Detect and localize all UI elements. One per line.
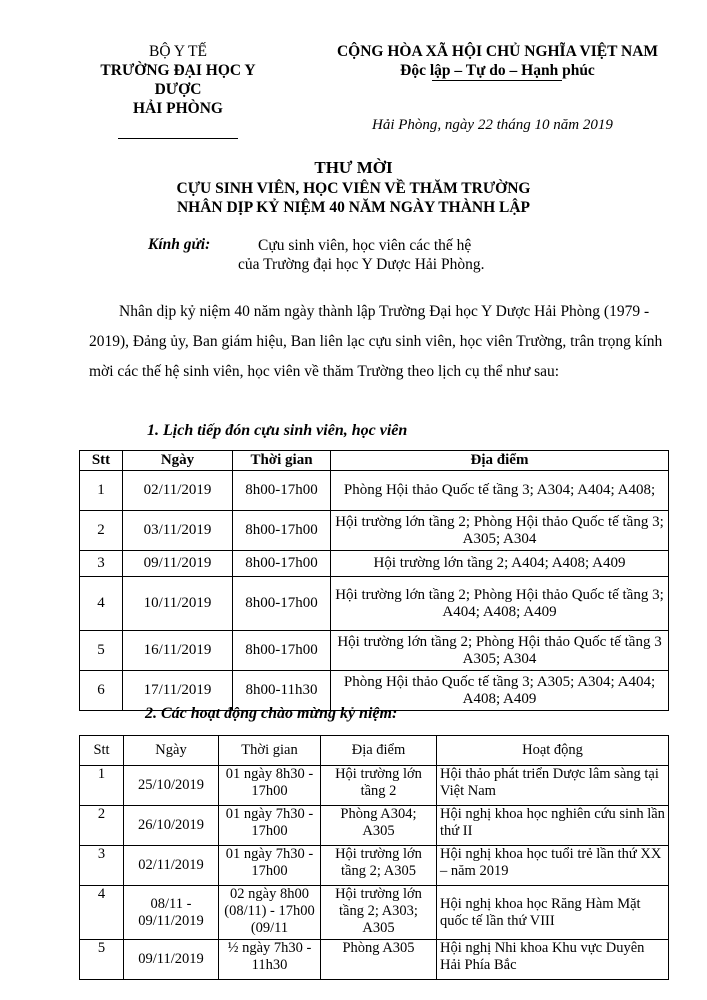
cell-location: Phòng A305 [321,940,437,980]
cell-stt: 2 [80,806,124,846]
issuer-school: TRƯỜNG ĐẠI HỌC Y DƯỢC [100,62,256,98]
cell-location: Hội trường lớn tầng 2; Phòng Hội thảo Quốc tế tầng 3; A404; A408; A409 [331,577,669,631]
cell-location: Phòng Hội thảo Quốc tế tầng 3; A305; A304; A404; A408; A409 [331,671,669,711]
cell-stt: 3 [80,551,123,577]
cell-date: 10/11/2019 [123,577,233,631]
cell-date: 09/11/2019 [124,940,219,980]
table-row [80,940,669,980]
cell-activity: Hội nghị khoa học Răng Hàm Mặt quốc tế lần thứ VIII [437,886,669,940]
national-motto-block [320,42,675,80]
table-row [80,886,669,940]
cell-time: 02 ngày 8h00 (08/11) - 17h00 (09/11 [219,886,321,940]
issuer-city: HẢI PHÒNG [133,100,223,117]
cell-stt: 6 [80,671,123,711]
subtitle-line-2: NHÂN DỊP KỶ NIỆM 40 NĂM NGÀY THÀNH LẬP [176,199,531,216]
cell-time: 8h00-17h00 [233,551,331,577]
table-row [80,766,669,806]
cell-time: 01 ngày 7h30 - 17h00 [219,806,321,846]
cell-date: 03/11/2019 [123,511,233,551]
t1-header-stt: Stt [80,451,123,471]
cell-location: Hội trường lớn tầng 2; A303; A305 [321,886,437,940]
table-row [80,577,669,631]
cell-stt: 4 [80,886,124,940]
issuer-ministry: BỘ Y TẾ [149,43,207,60]
cell-date: 25/10/2019 [124,766,219,806]
section-1-title: 1. Lịch tiếp đón cựu sinh viên, học viên [147,422,408,439]
recipient-label: Kính gửi: [148,236,211,253]
cell-location: Phòng Hội thảo Quốc tế tầng 3; A304; A404; A408; [331,471,669,511]
cell-date: 16/11/2019 [123,631,233,671]
cell-date: 02/11/2019 [124,846,219,886]
cell-date: 17/11/2019 [123,671,233,711]
t2-header-activity: Hoạt động [437,736,669,766]
recipient-line-1: Cựu sinh viên, học viên các thế hệ [258,237,472,254]
cell-activity: Hội nghị Nhi khoa Khu vực Duyên Hải Phía Bắc [437,940,669,980]
body-text: Nhân dịp kỷ niệm 40 năm ngày thành lập Trường Đại học Y Dược Hải Phòng (1979 - 2019), Đảng ủy, Ban giám hiệu, Ban liên lạc cựu sinh viên, học viên Trường, trân trọng kính mời các thế hệ sinh viên, học viên về thăm Trường theo lịch cụ thể như sau: [89,303,663,380]
cell-time: 01 ngày 8h30 - 17h00 [219,766,321,806]
motto-underline [432,80,562,81]
cell-location: Hội trường lớn tầng 2 [321,766,437,806]
cell-time: 01 ngày 7h30 - 17h00 [219,846,321,886]
activities-table [79,735,669,980]
issuer-block [78,42,278,118]
t2-header-location: Địa điểm [321,736,437,766]
table-row [80,846,669,886]
t2-header-date: Ngày [124,736,219,766]
table-row [80,471,669,511]
cell-time: 8h00-17h00 [233,471,331,511]
cell-stt: 4 [80,577,123,631]
cell-stt: 1 [80,471,123,511]
cell-time: 8h00-17h00 [233,577,331,631]
cell-location: Hội trường lớn tầng 2; A404; A408; A409 [331,551,669,577]
subtitle-line-1: CỰU SINH VIÊN, HỌC VIÊN VỀ THĂM TRƯỜNG [176,180,531,197]
cell-stt: 2 [80,511,123,551]
cell-activity: Hội thảo phát triển Dược lâm sàng tại Việt Nam [437,766,669,806]
cell-location: Hội trường lớn tầng 2; A305 [321,846,437,886]
t2-header-time: Thời gian [219,736,321,766]
dateline: Hải Phòng, ngày 22 tháng 10 năm 2019 [372,117,613,133]
cell-date: 08/11 - 09/11/2019 [124,886,219,940]
issuer-underline [118,138,238,139]
section-2-title: 2. Các hoạt động chào mừng kỷ niệm: [145,705,398,722]
reception-schedule-table [79,450,669,711]
cell-date: 26/10/2019 [124,806,219,846]
cell-activity: Hội nghị khoa học tuổi trẻ lần thứ XX – năm 2019 [437,846,669,886]
recipient-line-2: của Trường đại học Y Dược Hải Phòng. [238,256,485,273]
t2-header-stt: Stt [80,736,124,766]
table-row [80,806,669,846]
cell-stt: 1 [80,766,124,806]
document-subtitle [0,179,707,217]
cell-time: ½ ngày 7h30 - 11h30 [219,940,321,980]
cell-stt: 5 [80,940,124,980]
cell-date: 02/11/2019 [123,471,233,511]
cell-date: 09/11/2019 [123,551,233,577]
t1-header-location: Địa điểm [331,451,669,471]
cell-location: Hội trường lớn tầng 2; Phòng Hội thảo Quốc tế tầng 3; A305; A304 [331,511,669,551]
t1-header-date: Ngày [123,451,233,471]
table-row [80,511,669,551]
table-row [80,551,669,577]
country-name: CỘNG HÒA XÃ HỘI CHỦ NGHĨA VIỆT NAM [336,43,659,60]
table-row [80,631,669,671]
motto: Độc lập – Tự do – Hạnh phúc [400,62,595,79]
document-title: THƯ MỜI [314,158,393,177]
cell-time: 8h00-17h00 [233,631,331,671]
body-paragraph [89,297,669,387]
cell-time: 8h00-17h00 [233,511,331,551]
t1-header-time: Thời gian [233,451,331,471]
cell-stt: 3 [80,846,124,886]
cell-stt: 5 [80,631,123,671]
cell-location: Phòng A304; A305 [321,806,437,846]
cell-activity: Hội nghị khoa học nghiên cứu sinh lần thứ II [437,806,669,846]
cell-location: Hội trường lớn tầng 2; Phòng Hội thảo Quốc tế tầng 3 A305; A304 [331,631,669,671]
cell-time: 8h00-11h30 [233,671,331,711]
